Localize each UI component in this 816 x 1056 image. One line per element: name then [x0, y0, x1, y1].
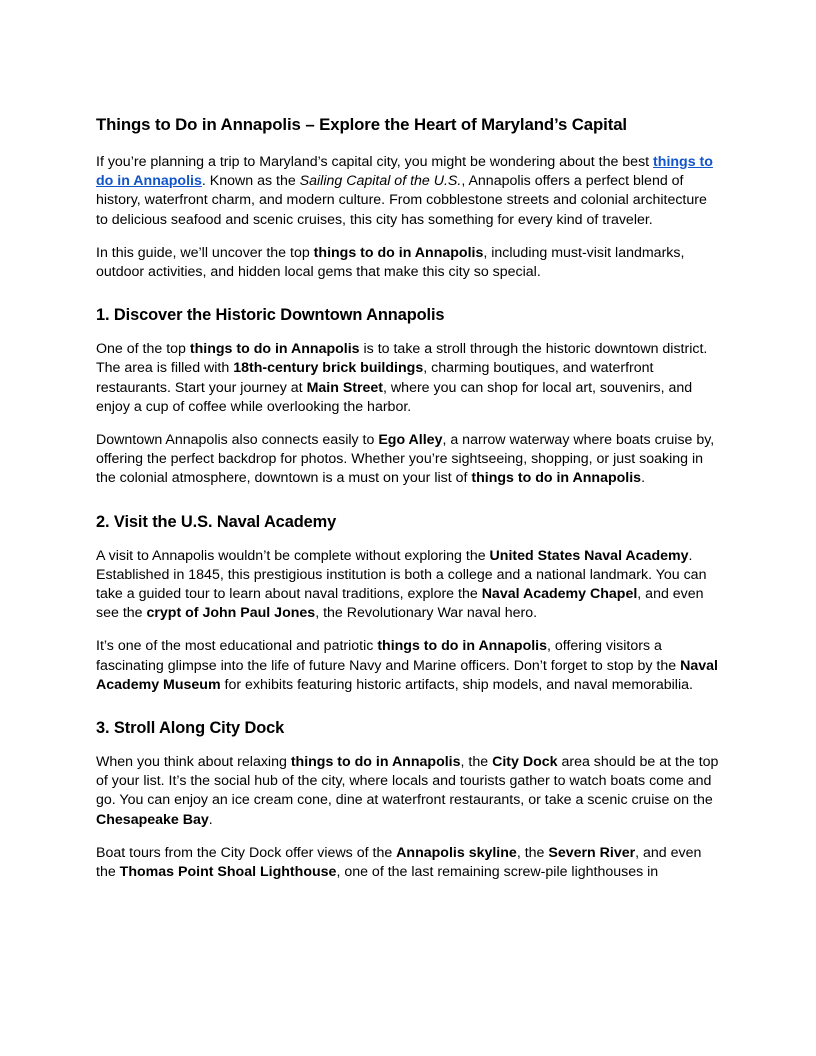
- text-run: A visit to Annapolis wouldn’t be complete without exploring the: [96, 547, 490, 564]
- text-run: , offering visitors a fascinating glimpse into the life of future Navy and Marine officers. Don’t forget to stop by the: [96, 638, 681, 674]
- italic-run: Sailing Capital of the U.S.: [299, 173, 462, 190]
- text-run: If you’re planning a trip to Maryland’s capital city, you might be wondering about the best: [96, 154, 654, 170]
- text-run: , one of the last remaining screw-pile lighthouses in: [336, 864, 659, 881]
- section-3-paragraph-1: [96, 753, 720, 830]
- text-run: . Known as the: [201, 173, 300, 190]
- section-1-paragraph-1: [96, 340, 720, 417]
- text-run: , the Revolutionary War naval hero.: [315, 605, 538, 622]
- bold-run: things to do in Annapolis: [189, 341, 360, 358]
- text-run: . Established in 1845, this prestigious institution is both a college and a national landmark. You can take a guided tour to learn about naval traditions, explore the: [96, 547, 707, 603]
- bold-run: Naval Academy Chapel: [481, 586, 638, 603]
- bold-run: Chesapeake Bay: [96, 811, 209, 828]
- bold-run: things to do in Annapolis: [471, 470, 642, 487]
- text-run: .: [641, 470, 646, 487]
- section-1-heading: 1. Discover the Historic Downtown Annapolis: [96, 306, 445, 325]
- text-run: Downtown Annapolis also connects easily to: [96, 432, 379, 449]
- things-to-do-link[interactable]: things to do in Annapolis: [96, 154, 713, 190]
- intro-paragraph-2: [96, 244, 720, 282]
- text-run: , including must-visit landmarks, outdoor activities, and hidden local gems that make this city so special.: [96, 244, 685, 281]
- bold-run: United States Naval Academy: [489, 547, 689, 564]
- page-title: Things to Do in Annapolis – Explore the Heart of Maryland’s Capital: [96, 115, 627, 134]
- text-run: area should be at the top of your list. It’s the social hub of the city, where locals and tourists gather to watch boats come and go. You can enjoy an ice cream cone, dine at waterfront restaurants, or take a scenic cruise on the: [96, 754, 719, 809]
- bold-run: Severn River: [548, 844, 636, 861]
- bold-run: Annapolis skyline: [396, 844, 517, 861]
- text-run: , charming boutiques, and waterfront restaurants. Start your journey at: [96, 360, 654, 396]
- text-run: is to take a stroll through the historic downtown district. The area is filled with: [96, 341, 708, 377]
- text-run: When you think about relaxing: [96, 754, 291, 771]
- bold-run: Naval Academy Museum: [96, 657, 718, 693]
- bold-run: Ego Alley: [378, 432, 443, 449]
- bold-run: City Dock: [492, 754, 558, 771]
- intro-paragraph-1: [96, 153, 720, 230]
- bold-run: 18th-century brick buildings: [233, 360, 424, 377]
- text-run: .: [208, 811, 213, 828]
- section-2-paragraph-1: [96, 547, 720, 624]
- text-run: Boat tours from the City Dock offer views of the: [96, 844, 397, 861]
- bold-run: things to do in Annapolis: [290, 754, 461, 771]
- bold-run: Thomas Point Shoal Lighthouse: [119, 864, 337, 881]
- section-1-paragraph-2: [96, 431, 720, 489]
- text-run: In this guide, we’ll uncover the top: [96, 244, 314, 261]
- section-2-heading: 2. Visit the U.S. Naval Academy: [96, 512, 337, 531]
- bold-run: Main Street: [306, 379, 384, 396]
- text-run: One of the top: [96, 341, 190, 358]
- section-3-paragraph-2: [96, 844, 720, 882]
- bold-run: things to do in Annapolis: [313, 244, 484, 261]
- text-run: , Annapolis offers a perfect blend of history, waterfront charm, and modern culture. From cobblestone streets and colonial architecture to delicious seafood and scenic cruises, this city has something for every kind of traveler.: [96, 173, 707, 228]
- text-run: , the: [460, 754, 493, 771]
- document-page: [96, 114, 720, 896]
- bold-run: things to do in Annapolis: [377, 638, 548, 655]
- text-run: for exhibits featuring historic artifacts, ship models, and naval memorabilia.: [220, 676, 693, 693]
- section-2-paragraph-2: [96, 637, 720, 695]
- text-run: , and even the: [96, 844, 702, 881]
- text-run: , where you can shop for local art, souvenirs, and enjoy a cup of coffee while overlooking the harbor.: [96, 379, 693, 415]
- bold-run: crypt of John Paul Jones: [146, 605, 316, 622]
- section-3-heading: 3. Stroll Along City Dock: [96, 719, 285, 738]
- text-run: , a narrow waterway where boats cruise by, offering the perfect backdrop for photos. Whether you’re sightseeing, shopping, or just soaking in the colonial atmosphere, downtown is a must on your list of: [96, 432, 715, 487]
- text-run: It’s one of the most educational and patriotic: [96, 638, 378, 655]
- text-run: , the: [516, 844, 549, 861]
- text-run: , and even see the: [96, 586, 704, 622]
